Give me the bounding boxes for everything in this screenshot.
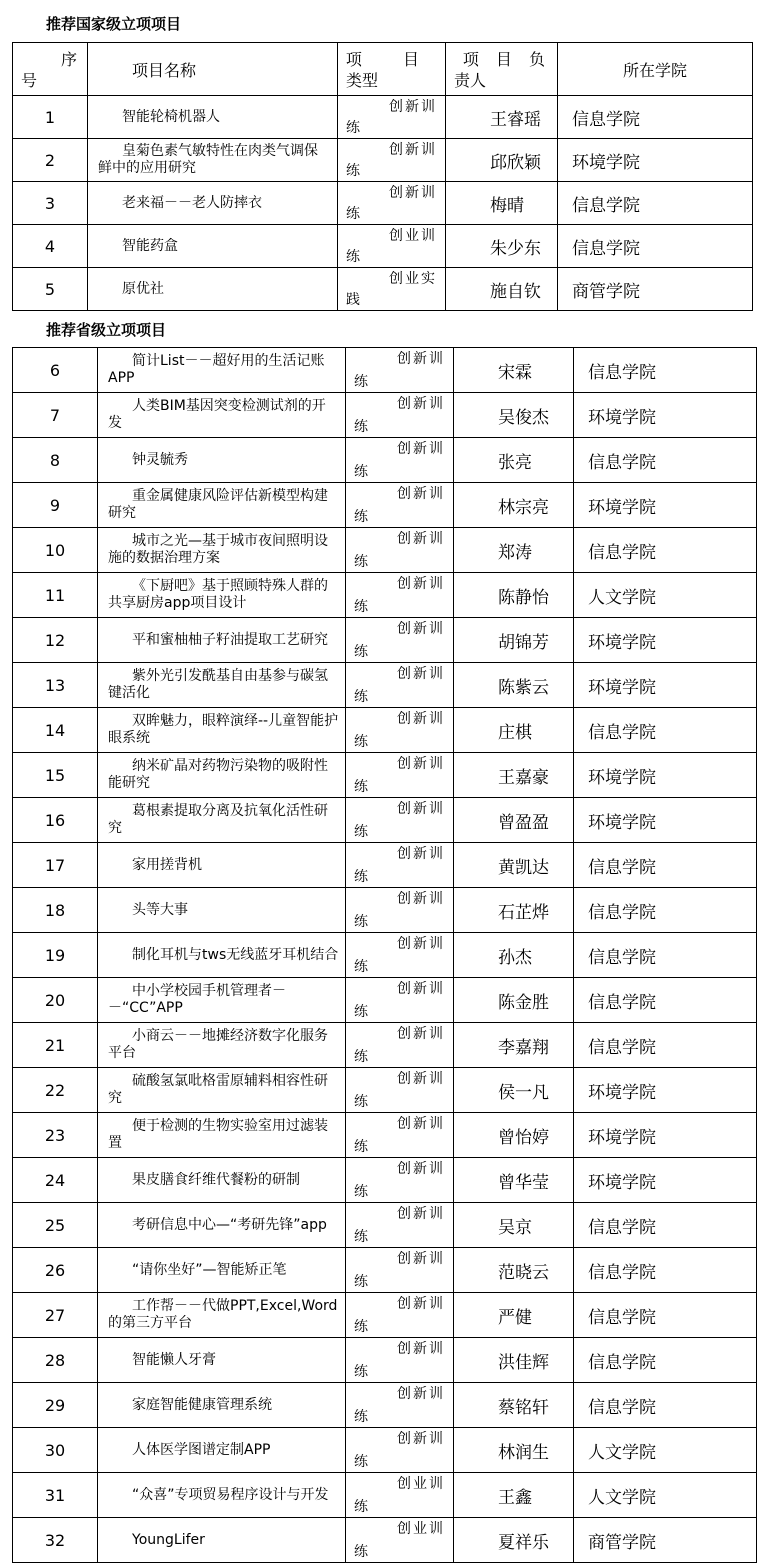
- college: 环境学院: [574, 1113, 757, 1158]
- row-number: 30: [13, 1428, 98, 1473]
- project-leader: 陈紫云: [454, 663, 574, 708]
- table-row: [13, 573, 757, 618]
- row-number: 1: [13, 96, 88, 139]
- project-type: 创业训 练: [338, 225, 446, 268]
- table-row: [13, 1158, 757, 1203]
- table-row: [13, 1293, 757, 1338]
- project-name: 头等大事: [98, 888, 346, 933]
- row-number: 32: [13, 1518, 98, 1563]
- row-number: 8: [13, 438, 98, 483]
- project-name: 硫酸氢氯吡格雷原辅料相容性研究: [98, 1068, 346, 1113]
- table-row: [13, 888, 757, 933]
- project-leader: 宋霖: [454, 348, 574, 393]
- college: 商管学院: [574, 1518, 757, 1563]
- project-leader: 吴俊杰: [454, 393, 574, 438]
- table-row: [13, 225, 753, 268]
- college: 商管学院: [558, 268, 753, 311]
- project-type: 创新训 练: [338, 139, 446, 182]
- project-leader: 黄凯达: [454, 843, 574, 888]
- project-leader: 施自钦: [446, 268, 558, 311]
- project-name: 果皮膳食纤维代餐粉的研制: [98, 1158, 346, 1203]
- table-row: [13, 708, 757, 753]
- table-row: [13, 182, 753, 225]
- project-leader: 王嘉豪: [454, 753, 574, 798]
- project-type: 创新训 练: [346, 1158, 454, 1203]
- project-type: 创新训 练: [346, 1113, 454, 1158]
- project-name: 重金属健康风险评估新模型构建研究: [98, 483, 346, 528]
- row-number: 15: [13, 753, 98, 798]
- table-row: [13, 483, 757, 528]
- project-leader: 庄棋: [454, 708, 574, 753]
- project-leader: 胡锦芳: [454, 618, 574, 663]
- table-row: [13, 753, 757, 798]
- project-name: 双眸魅力，眼粹演绎--儿童智能护眼系统: [98, 708, 346, 753]
- project-leader: 洪佳辉: [454, 1338, 574, 1383]
- project-leader: 张亮: [454, 438, 574, 483]
- project-name: 简计List－－超好用的生活记账APP: [98, 348, 346, 393]
- project-type: 创新训 练: [346, 573, 454, 618]
- project-leader: 林宗亮: [454, 483, 574, 528]
- row-number: 7: [13, 393, 98, 438]
- project-name: 制化耳机与tws无线蓝牙耳机结合: [98, 933, 346, 978]
- row-number: 12: [13, 618, 98, 663]
- row-number: 6: [13, 348, 98, 393]
- project-name: 纳米矿晶对药物污染物的吸附性能研究: [98, 753, 346, 798]
- row-number: 21: [13, 1023, 98, 1068]
- table-row: [13, 1113, 757, 1158]
- project-leader: 邱欣颖: [446, 139, 558, 182]
- provincial-projects-table: [12, 347, 757, 1563]
- project-type: 创新训 练: [346, 348, 454, 393]
- table-row: [13, 1068, 757, 1113]
- project-type: 创新训 练: [346, 1248, 454, 1293]
- project-type: 创新训 练: [346, 843, 454, 888]
- project-leader: 王鑫: [454, 1473, 574, 1518]
- project-name: 家庭智能健康管理系统: [98, 1383, 346, 1428]
- project-type: 创业训 练: [346, 1473, 454, 1518]
- project-leader: 石芷烨: [454, 888, 574, 933]
- row-number: 18: [13, 888, 98, 933]
- table-row: [13, 1473, 757, 1518]
- row-number: 20: [13, 978, 98, 1023]
- college: 信息学院: [574, 1203, 757, 1248]
- row-number: 19: [13, 933, 98, 978]
- project-leader: 陈静怡: [454, 573, 574, 618]
- project-leader: 曾怡婷: [454, 1113, 574, 1158]
- project-type: 创新训 练: [338, 96, 446, 139]
- row-number: 5: [13, 268, 88, 311]
- table-row: [13, 139, 753, 182]
- row-number: 4: [13, 225, 88, 268]
- project-name: 中小学校园手机管理者－－“CC”APP: [98, 978, 346, 1023]
- project-type: 创业实 践: [338, 268, 446, 311]
- college: 信息学院: [574, 528, 757, 573]
- row-number: 13: [13, 663, 98, 708]
- table-row: [13, 268, 753, 311]
- project-leader: 陈金胜: [454, 978, 574, 1023]
- college: 环境学院: [574, 1068, 757, 1113]
- project-name: 皇菊色素气敏特性在肉类气调保鲜中的应用研究: [88, 139, 338, 182]
- project-leader: 蔡铭轩: [454, 1383, 574, 1428]
- table-row: [13, 1338, 757, 1383]
- header-college: 所在学院: [558, 43, 753, 96]
- row-number: 24: [13, 1158, 98, 1203]
- row-number: 23: [13, 1113, 98, 1158]
- project-leader: 郑涛: [454, 528, 574, 573]
- project-type: 创新训 练: [346, 1023, 454, 1068]
- project-name: 钟灵毓秀: [98, 438, 346, 483]
- college: 信息学院: [574, 708, 757, 753]
- project-leader: 曾华莹: [454, 1158, 574, 1203]
- project-leader: 林润生: [454, 1428, 574, 1473]
- college: 信息学院: [558, 96, 753, 139]
- college: 环境学院: [574, 618, 757, 663]
- project-type: 创新训 练: [346, 933, 454, 978]
- project-name: 平和蜜柚柚子籽油提取工艺研究: [98, 618, 346, 663]
- provincial-section-title: 推荐省级立项项目: [46, 321, 167, 339]
- table-row: [13, 978, 757, 1023]
- row-number: 22: [13, 1068, 98, 1113]
- project-name: 小商云－－地摊经济数字化服务平台: [98, 1023, 346, 1068]
- project-name: 老来福－－老人防摔衣: [88, 182, 338, 225]
- project-type: 创新训 练: [346, 438, 454, 483]
- table-row: [13, 933, 757, 978]
- college: 信息学院: [574, 978, 757, 1023]
- project-leader: 李嘉翔: [454, 1023, 574, 1068]
- project-name: 智能轮椅机器人: [88, 96, 338, 139]
- row-number: 9: [13, 483, 98, 528]
- project-type: 创新训 练: [346, 978, 454, 1023]
- project-leader: 严健: [454, 1293, 574, 1338]
- college: 信息学院: [574, 1338, 757, 1383]
- project-leader: 夏祥乐: [454, 1518, 574, 1563]
- project-leader: 范晓云: [454, 1248, 574, 1293]
- row-number: 11: [13, 573, 98, 618]
- college: 环境学院: [574, 753, 757, 798]
- table-row: [13, 1518, 757, 1563]
- college: 环境学院: [574, 663, 757, 708]
- table-row: [13, 618, 757, 663]
- project-type: 创新训 练: [346, 528, 454, 573]
- project-name: 家用搓背机: [98, 843, 346, 888]
- project-leader: 曾盈盈: [454, 798, 574, 843]
- project-leader: 侯一凡: [454, 1068, 574, 1113]
- college: 人文学院: [574, 573, 757, 618]
- row-number: 25: [13, 1203, 98, 1248]
- table-row: [13, 1203, 757, 1248]
- project-type: 创新训 练: [346, 1338, 454, 1383]
- project-name: 人体医学图谱定制APP: [98, 1428, 346, 1473]
- row-number: 14: [13, 708, 98, 753]
- project-type: 创新训 练: [346, 1068, 454, 1113]
- table-row: [13, 96, 753, 139]
- project-leader: 王睿瑶: [446, 96, 558, 139]
- college: 信息学院: [574, 1248, 757, 1293]
- project-type: 创新训 练: [346, 483, 454, 528]
- table-row: [13, 528, 757, 573]
- table-row: [13, 1428, 757, 1473]
- table-row: [13, 1248, 757, 1293]
- project-leader: 朱少东: [446, 225, 558, 268]
- project-type: 创新训 练: [346, 798, 454, 843]
- college: 环境学院: [558, 139, 753, 182]
- national-projects-table: [12, 42, 753, 311]
- row-number: 31: [13, 1473, 98, 1518]
- project-type: 创新训 练: [346, 1428, 454, 1473]
- table-header-row: [13, 43, 753, 96]
- college: 信息学院: [574, 1023, 757, 1068]
- project-name: “请你坐好”—智能矫正笔: [98, 1248, 346, 1293]
- project-name: 工作帮－－代做PPT,Excel,Word的第三方平台: [98, 1293, 346, 1338]
- college: 人文学院: [574, 1428, 757, 1473]
- header-project-name: 项目名称: [88, 43, 338, 96]
- table-row: [13, 438, 757, 483]
- college: 信息学院: [574, 1293, 757, 1338]
- college: 信息学院: [574, 438, 757, 483]
- national-section-title: 推荐国家级立项项目: [46, 15, 182, 33]
- college: 信息学院: [574, 933, 757, 978]
- project-type: 创新训 练: [346, 888, 454, 933]
- project-type: 创新训 练: [346, 1293, 454, 1338]
- row-number: 29: [13, 1383, 98, 1428]
- college: 人文学院: [574, 1473, 757, 1518]
- project-type: 创业训 练: [346, 1518, 454, 1563]
- project-name: 智能药盒: [88, 225, 338, 268]
- college: 信息学院: [558, 182, 753, 225]
- project-name: 便于检测的生物实验室用过滤装置: [98, 1113, 346, 1158]
- header-project-type: 项 目 类型: [338, 43, 446, 96]
- college: 环境学院: [574, 798, 757, 843]
- table-row: [13, 1383, 757, 1428]
- college: 环境学院: [574, 393, 757, 438]
- project-type: 创新训 练: [346, 663, 454, 708]
- project-name: 人类BIM基因突变检测试剂的开发: [98, 393, 346, 438]
- college: 信息学院: [574, 348, 757, 393]
- row-number: 28: [13, 1338, 98, 1383]
- table-row: [13, 663, 757, 708]
- project-type: 创新训 练: [346, 393, 454, 438]
- project-type: 创新训 练: [346, 1383, 454, 1428]
- table-row: [13, 348, 757, 393]
- table-row: [13, 843, 757, 888]
- project-type: 创新训 练: [346, 1203, 454, 1248]
- project-name: 城市之光—基于城市夜间照明设施的数据治理方案: [98, 528, 346, 573]
- project-name: 紫外光引发酰基自由基参与碳氢键活化: [98, 663, 346, 708]
- table-row: [13, 393, 757, 438]
- project-name: “众喜”专项贸易程序设计与开发: [98, 1473, 346, 1518]
- row-number: 10: [13, 528, 98, 573]
- project-leader: 梅晴: [446, 182, 558, 225]
- college: 信息学院: [574, 1383, 757, 1428]
- table-row: [13, 1023, 757, 1068]
- project-type: 创新训 练: [346, 618, 454, 663]
- project-type: 创新训 练: [346, 753, 454, 798]
- row-number: 16: [13, 798, 98, 843]
- project-name: YoungLifer: [98, 1518, 346, 1563]
- project-type: 创新训 练: [338, 182, 446, 225]
- row-number: 17: [13, 843, 98, 888]
- college: 信息学院: [574, 843, 757, 888]
- row-number: 3: [13, 182, 88, 225]
- project-leader: 吴京: [454, 1203, 574, 1248]
- row-number: 2: [13, 139, 88, 182]
- college: 环境学院: [574, 483, 757, 528]
- project-name: 考研信息中心—“考研先锋”app: [98, 1203, 346, 1248]
- table-row: [13, 798, 757, 843]
- college: 信息学院: [558, 225, 753, 268]
- row-number: 27: [13, 1293, 98, 1338]
- row-number: 26: [13, 1248, 98, 1293]
- project-name: 《下厨吧》基于照顾特殊人群的共享厨房app项目设计: [98, 573, 346, 618]
- project-name: 葛根素提取分离及抗氧化活性研究: [98, 798, 346, 843]
- project-name: 原优社: [88, 268, 338, 311]
- header-number: 序 号: [13, 43, 88, 96]
- college: 信息学院: [574, 888, 757, 933]
- college: 环境学院: [574, 1158, 757, 1203]
- header-project-leader: 项 目 负 责人: [446, 43, 558, 96]
- project-type: 创新训 练: [346, 708, 454, 753]
- project-leader: 孙杰: [454, 933, 574, 978]
- project-name: 智能懒人牙膏: [98, 1338, 346, 1383]
